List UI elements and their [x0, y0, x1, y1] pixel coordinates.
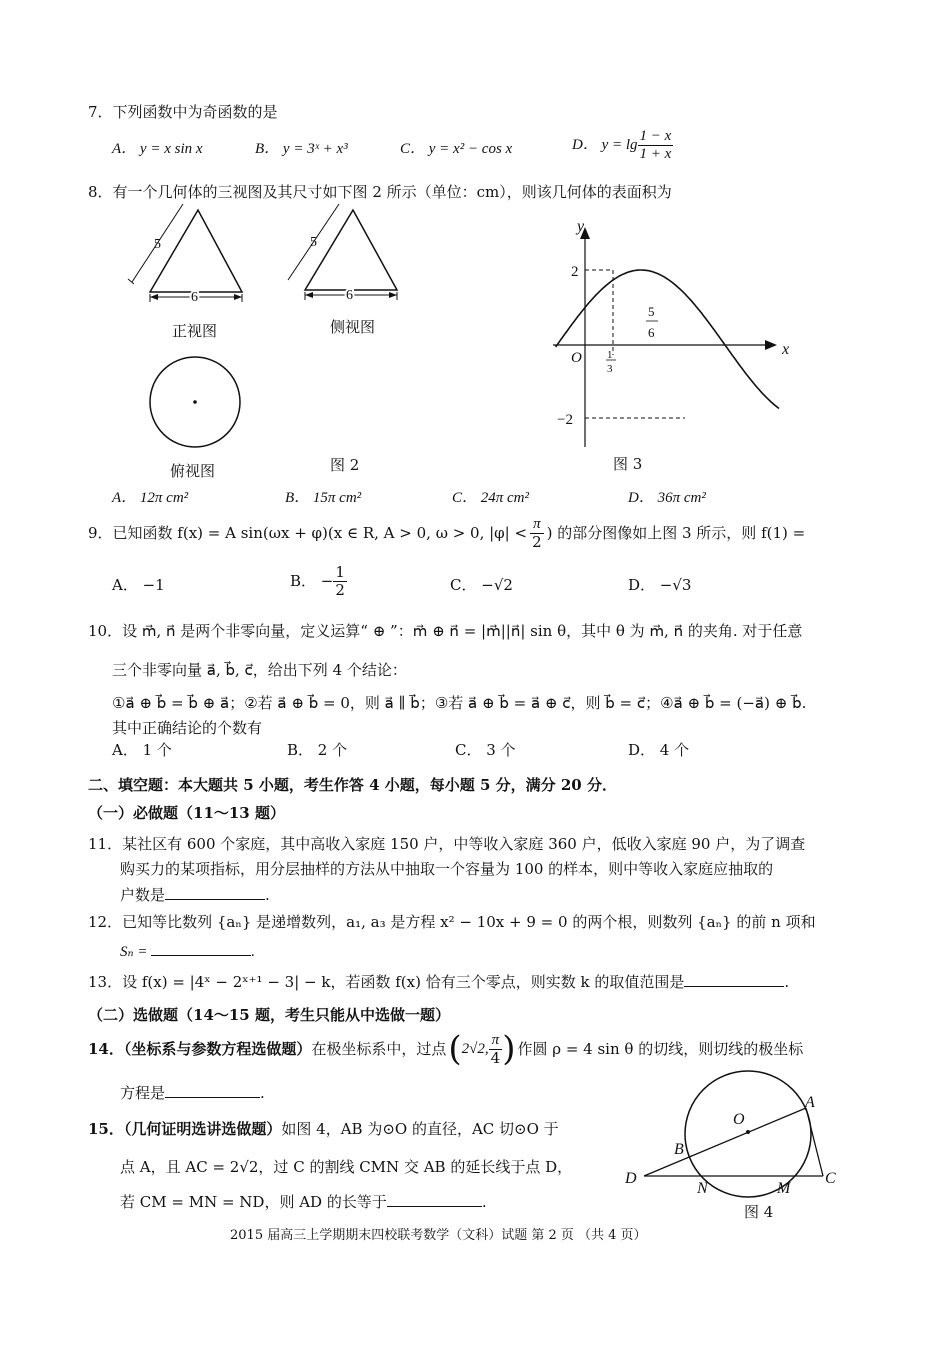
q9-pi-denominator: 2 [532, 532, 542, 551]
x-tick-numerator: 1 [607, 349, 613, 361]
q7-option-b: B． y = 3ˣ + x³ [255, 141, 348, 157]
q7-option-d [572, 128, 673, 162]
q15-line-3-text: 若 CM = MN = ND，则 AD 的长等于 [120, 1193, 387, 1211]
x-zero-denominator: 6 [648, 325, 655, 340]
label-o: O [733, 1111, 745, 1128]
q14-paren-close: ) [502, 1029, 516, 1069]
q15-tag: 15．（几何证明选讲选做题） [88, 1120, 282, 1138]
q9-stem [88, 516, 805, 550]
section-2-heading: 二、填空题：本大题共 5 小题，考生作答 4 小题，每小题 5 分，满分 20 分． [88, 776, 617, 794]
line-ac [806, 1108, 823, 1176]
figure-3-caption: 图 3 [613, 455, 643, 473]
q10-option-b: B． 2 个 [287, 741, 348, 759]
page-footer: 2015 届高三上学期期末四校联考数学（文科）试题 第 2 页 （共 4 页） [230, 1228, 647, 1243]
y-value-bottom: −2 [557, 412, 573, 428]
figure-2-caption: 图 2 [330, 456, 360, 474]
q7-option-c: C． y = x² − cos x [400, 141, 513, 157]
q15-line-2: 点 A，且 AC = 2√2，过 C 的割线 CMN 交 AB 的延长线于点 D， [120, 1158, 573, 1176]
q14-answer-blank[interactable] [165, 1097, 260, 1098]
label-a: A [805, 1094, 815, 1111]
q9-option-b [290, 564, 347, 598]
side-dim-slant: 5 [310, 235, 317, 250]
q14-tag: 14．（坐标系与参数方程选做题） [88, 1040, 312, 1058]
q8-option-d: D． 36π cm² [628, 490, 706, 506]
center-point [746, 1130, 750, 1134]
q14-pi-fraction [489, 1032, 503, 1066]
q10-line-4: 其中正确结论的个数有 [112, 719, 263, 737]
label-c: C [825, 1170, 836, 1187]
q8-option-c: C． 24π cm² [452, 490, 530, 506]
q9-option-c: C． −√2 [450, 576, 513, 594]
q10-option-c: C． 3 个 [455, 741, 516, 759]
q12-line-2: Sₙ = . [120, 944, 255, 960]
q7-option-d-fraction [638, 128, 674, 162]
q9-option-a: A． −1 [112, 576, 165, 594]
q9-option-b-prefix: B． − [290, 572, 334, 590]
q10-line-3: ①a⃗ ⊕ b⃗ = b⃗ ⊕ a⃗；②若 a⃗ ⊕ b⃗ = 0，则 a⃗ ∥ b⃗；③若 a⃗ ⊕ b⃗ = a⃗ ⊕ c⃗，则 b⃗ = c⃗；④a⃗ ⊕ b⃗ = (−a⃗) ⊕ b⃗. [112, 694, 807, 712]
sine-curve [556, 270, 779, 409]
q7-stem: 7．下列函数中为奇函数的是 [88, 103, 278, 121]
q7-d-denominator: 1 + x [639, 145, 672, 162]
q14-line-2: 方程是 . [120, 1084, 265, 1102]
q12-answer-blank[interactable] [151, 955, 251, 956]
q9-b-denominator: 2 [335, 580, 345, 599]
x-zero-numerator: 5 [648, 304, 655, 319]
q10-line-1: 10．设 m⃗, n⃗ 是两个非零向量，定义运算“ ⊕ ”：m⃗ ⊕ n⃗ = |m⃗||n⃗| sin θ，其中 θ 为 m⃗, n⃗ 的夹角. 对于任意 [88, 622, 803, 640]
figure-4-caption: 图 4 [744, 1203, 774, 1221]
section-2-optional: （二）选做题（14～15 题，考生只能从中选做一题） [88, 1006, 450, 1024]
x-axis-label: x [782, 341, 790, 358]
side-view-label: 侧视图 [330, 318, 376, 336]
top-view-circle [150, 357, 240, 447]
front-dim-slant: 5 [154, 237, 161, 252]
q9-stem-b: ) 的部分图像如上图 3 所示，则 f(1) = [546, 524, 806, 542]
front-dim-base: 6 [191, 290, 198, 305]
q10-option-a: A． 1 个 [112, 741, 172, 759]
q14-line-2-text: 方程是 [120, 1084, 166, 1102]
side-dim-base: 6 [346, 288, 353, 303]
label-m: M [777, 1180, 791, 1197]
side-view-triangle [288, 204, 397, 303]
q7-option-a: A． y = x sin x [112, 141, 203, 157]
top-view-label: 俯视图 [170, 462, 216, 480]
front-view-triangle [128, 204, 242, 305]
q12-line-1: 12．已知等比数列 {aₙ} 是递增数列，a₁, a₃ 是方程 x² − 10x + 9 = 0 的两个根，则数列 {aₙ} 的前 n 项和 [88, 913, 816, 931]
q8-stem: 8．有一个几何体的三视图及其尺寸如下图 2 所示（单位：cm），则该几何体的表面积为 [88, 183, 672, 201]
y-axis-label: y [577, 218, 585, 235]
q11-line-2: 购买力的某项指标，用分层抽样的方法从中抽取一个容量为 100 的样本，则中等收入家庭应抽取的 [120, 860, 774, 878]
q13-line: 13．设 f(x) = |4ˣ − 2ˣ⁺¹ − 3| − k，若函数 f(x) 恰有三个零点，则实数 k 的取值范围是 . [88, 973, 790, 991]
q11-line-3-text: 户数是 [120, 886, 166, 904]
q15-answer-blank[interactable] [387, 1206, 482, 1207]
q15-line-3: 若 CM = MN = ND，则 AD 的长等于 . [120, 1193, 487, 1211]
q14-pre: 在极坐标系中，过点 [311, 1040, 447, 1058]
q9-b-numerator: 1 [335, 563, 345, 581]
x-tick-denominator: 3 [607, 363, 613, 375]
q9-pi-numerator: π [530, 516, 544, 534]
label-d: D [625, 1170, 637, 1187]
label-n: N [697, 1180, 708, 1197]
label-b: B [674, 1141, 684, 1158]
q9-option-d: D． −√3 [628, 576, 692, 594]
q10-line-2: 三个非零向量 a⃗, b⃗, c⃗，给出下列 4 个结论： [112, 661, 407, 679]
y-value-top: 2 [571, 264, 579, 280]
figure-4-circle-tangent [615, 1050, 855, 1200]
q9-stem-a: 9．已知函数 f(x) = A sin(ωx + φ)(x ∈ R, A > 0, ω > 0, |φ| < [88, 524, 528, 542]
q11-line-3: 户数是 . [120, 886, 270, 904]
section-2-required: （一）必做题（11～13 题） [88, 804, 285, 822]
q15-line-1 [88, 1120, 559, 1138]
figure-2-three-views [120, 200, 410, 490]
q7-d-numerator: 1 − x [639, 128, 672, 144]
q14-pi-numerator: π [489, 1032, 503, 1050]
q7-option-d-prefix: D． y = lg [572, 137, 638, 153]
figure-3-sine-graph [545, 215, 805, 455]
origin-label: O [571, 350, 582, 366]
q8-option-b: B． 15π cm² [285, 490, 362, 506]
q9-pi-fraction [530, 516, 544, 550]
q14-post: 作圆 ρ = 4 sin θ 的切线，则切线的极坐标 [517, 1040, 804, 1058]
q14-point-a: 2√2, [461, 1041, 489, 1057]
q10-option-d: D． 4 个 [628, 741, 690, 759]
q8-option-a: A． 12π cm² [112, 490, 189, 506]
front-view-label: 正视图 [172, 322, 218, 340]
line-da [644, 1108, 806, 1176]
q13-answer-blank[interactable] [684, 986, 784, 987]
q11-line-1: 11．某社区有 600 个家庭，其中高收入家庭 150 户，中等收入家庭 360 户，低收入家庭 90 户，为了调查 [88, 835, 806, 853]
q11-answer-blank[interactable] [165, 899, 265, 900]
q13-line-text: 13．设 f(x) = |4ˣ − 2ˣ⁺¹ − 3| − k，若函数 f(x) 恰有三个零点，则实数 k 的取值范围是 [88, 973, 685, 991]
q9-option-b-fraction [333, 564, 347, 598]
q14-paren-open: ( [448, 1029, 462, 1069]
q12-line-2-text: Sₙ = [120, 944, 148, 960]
q15-line-1-text: 如图 4，AB 为⊙O 的直径，AC 切⊙O 于 [281, 1120, 559, 1138]
q14-pi-denominator: 4 [490, 1048, 501, 1067]
